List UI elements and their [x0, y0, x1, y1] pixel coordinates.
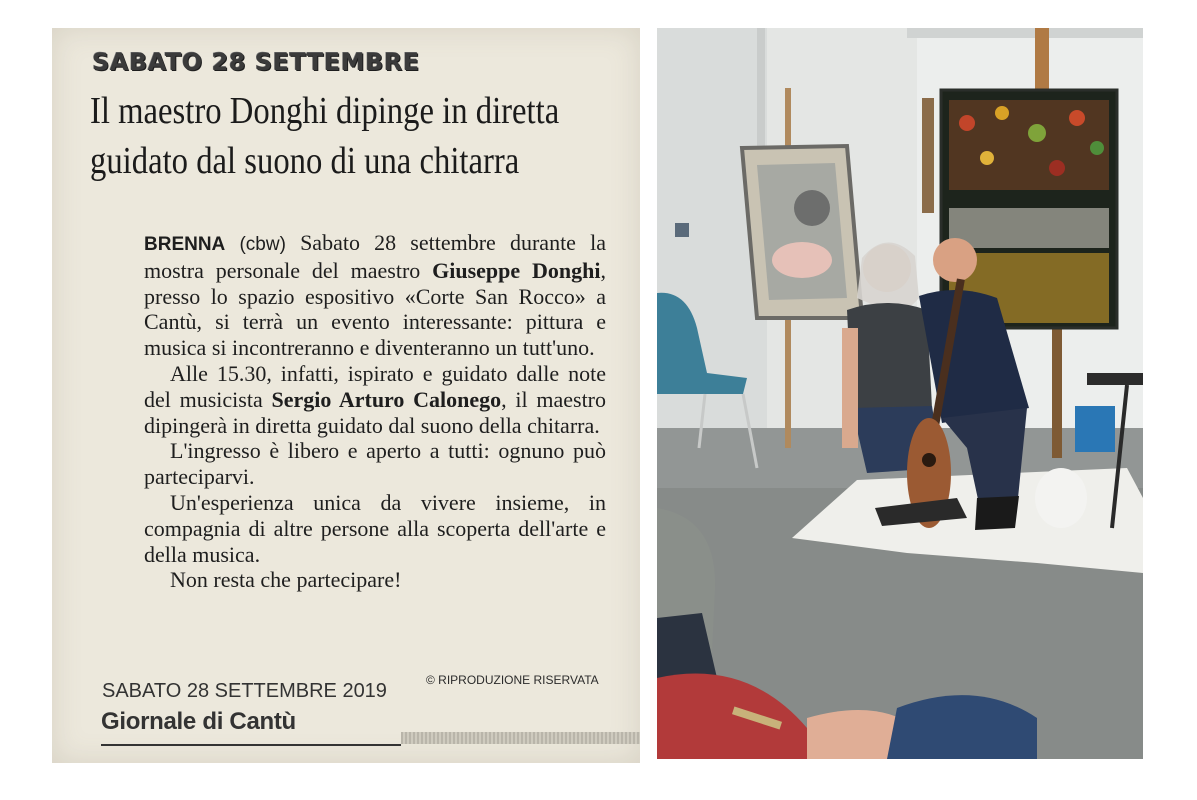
blue-bucket: [1075, 406, 1115, 452]
article-body: [144, 230, 606, 593]
paragraph-4: Un'esperienza unica da vivere insieme, in compagnia di altre persone alla scoperta dell'arte e della musica.: [144, 489, 606, 567]
paint-dab: [1090, 141, 1104, 155]
guitarist-shoe: [975, 496, 1019, 530]
painter-name: Giuseppe Donghi: [432, 257, 601, 283]
paragraph-2-text-a: Alle 15.30, infatti, ispirato e guidato dalle note del musicista: [144, 360, 606, 412]
paint-table-top: [1087, 373, 1143, 385]
side-frame: [922, 98, 934, 213]
paragraph-1-text-b: , presso lo spazio espositivo «Corte San Rocco» a Cantù, si terrà un evento interessante: pittura e musica si incontreranno e diventeranno un tutt'uno.: [144, 257, 606, 361]
paint-dab: [1049, 160, 1065, 176]
paragraph-1-text-a: Sabato 28 settembre durante la mostra personale del maestro: [144, 230, 606, 283]
paragraph-2: [144, 361, 606, 438]
paint-dab: [1028, 124, 1046, 142]
event-photo: [657, 28, 1143, 759]
byline: (cbw): [239, 234, 286, 255]
painting-white-drips: [949, 208, 1109, 248]
paint-dab: [980, 151, 994, 165]
door-frame: [757, 28, 765, 158]
footer-rule: [101, 744, 401, 746]
painting-figure-pink: [772, 242, 832, 278]
paint-dab: [995, 106, 1009, 120]
easel-leg: [1052, 328, 1062, 458]
paragraph-2-text-b: , il maestro dipingerà in diretta guidato dal suono della chitarra.: [144, 386, 607, 438]
painter-shirt: [847, 303, 932, 413]
paint-dab: [959, 115, 975, 131]
painter-arm: [842, 328, 858, 448]
article-headline: [90, 86, 560, 186]
copyright-notice: © RIPRODUZIONE RISERVATA: [426, 673, 599, 687]
paragraph-3: L'ingresso è libero e aperto a tutti: ognuno può parteciparvi.: [144, 438, 606, 490]
publication-name: Giornale di Cantù: [101, 708, 296, 735]
paragraph-5: Non resta che partecipare!: [170, 567, 402, 593]
newspaper-clipping: [52, 28, 640, 763]
wall-switch-icon: [675, 223, 689, 237]
easel-top: [1035, 28, 1049, 98]
dateline: BRENNA: [144, 234, 226, 255]
paint-dab: [1069, 110, 1085, 126]
footer-band: [401, 732, 640, 744]
headline-line-2: guidato dal suono di una chitarra: [90, 140, 520, 182]
article-kicker: SABATO 28 SETTEMBRE: [92, 48, 420, 76]
paragraph-1: [144, 230, 606, 361]
headline-line-1: Il maestro Donghi dipinge in diretta: [90, 90, 560, 132]
guitar-soundhole: [922, 453, 936, 467]
guitarist-head: [933, 238, 977, 282]
painting-top-band: [949, 100, 1109, 190]
ceiling-edge: [907, 28, 1143, 38]
publication-date: SABATO 28 SETTEMBRE 2019: [102, 680, 387, 702]
musician-name: Sergio Arturo Calonego: [271, 386, 502, 412]
event-photo-illustration: [657, 28, 1143, 759]
painting-figure: [794, 190, 830, 226]
paper-roll: [1035, 468, 1087, 528]
painting-canvas: [757, 163, 847, 300]
